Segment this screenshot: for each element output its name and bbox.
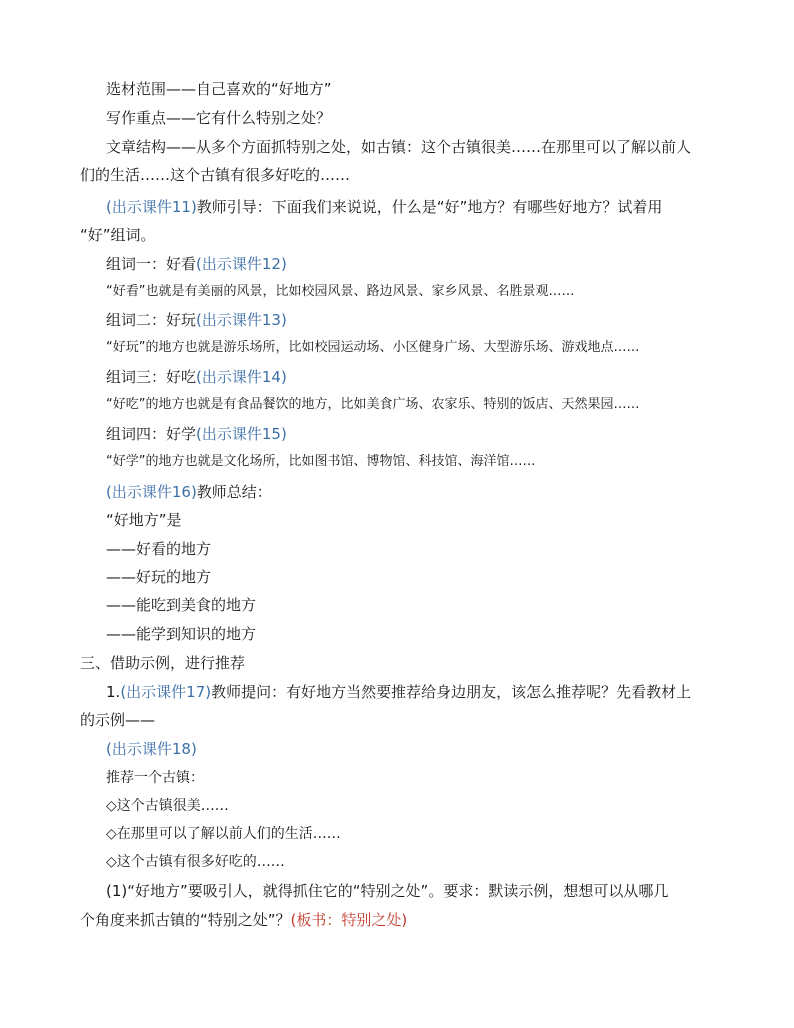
text-line: 1.(出示课件17)教师提问：有好地方当然要推荐给身边朋友，该怎么推荐呢？先看教材上 xyxy=(106,683,692,701)
courseware-ref: (出示课件12) xyxy=(196,255,287,273)
text-line: ——好看的地方 xyxy=(106,540,212,558)
text-line: 写作重点——它有什么特别之处？ xyxy=(106,109,332,127)
text-line: ——能学到知识的地方 xyxy=(106,625,257,643)
example-line: ◇这个古镇有很多好吃的…… xyxy=(106,854,285,870)
text-line: “好看”也就是有美丽的风景，比如校园风景、路边风景、家乡风景、名胜景观…… xyxy=(106,284,575,299)
example-line: 推荐一个古镇： xyxy=(106,770,204,786)
text-line: “好”组词。 xyxy=(80,226,156,244)
text-line: 组词四：好学(出示课件15) xyxy=(106,425,287,443)
text-line: 选材范围——自己喜欢的“好地方” xyxy=(106,80,332,98)
text-line: “好吃”的地方也就是有食品餐饮的地方，比如美食广场、农家乐、特别的饭店、天然果园…… xyxy=(106,397,640,412)
courseware-ref: (出示课件14) xyxy=(196,368,287,386)
example-line: ◇在那里可以了解以前人们的生活…… xyxy=(106,826,341,842)
board-note: (板书：特别之处) xyxy=(290,911,408,929)
text-line: 的示例—— xyxy=(80,711,156,729)
text-line: “好地方”是 xyxy=(106,511,182,529)
text-line: ——能吃到美食的地方 xyxy=(106,596,257,614)
courseware-ref: (出示课件11) xyxy=(106,198,197,216)
text-line: 组词二：好玩(出示课件13) xyxy=(106,311,287,329)
text-line: (出示课件16)教师总结： xyxy=(106,483,272,501)
text-line: 们的生活……这个古镇有很多好吃的…… xyxy=(80,166,351,184)
text-line: 个角度来抓古镇的“特别之处”？(板书：特别之处) xyxy=(80,911,408,929)
courseware-ref: (出示课件16) xyxy=(106,483,197,501)
courseware-ref: (出示课件17) xyxy=(120,683,212,701)
text-line: 组词三：好吃(出示课件14) xyxy=(106,368,287,386)
text-line: 组词一：好看(出示课件12) xyxy=(106,255,287,273)
example-line: ◇这个古镇很美…… xyxy=(106,798,229,814)
text-line: 文章结构——从多个方面抓特别之处，如古镇：这个古镇很美……在那里可以了解以前人 xyxy=(106,138,692,156)
text-line xyxy=(106,739,197,759)
section-heading: 三、借助示例，进行推荐 xyxy=(80,654,246,672)
text-line: (1)“好地方”要吸引人，就得抓住它的“特别之处”。要求：默读示例，想想可以从哪几 xyxy=(106,882,669,900)
text-line: “好玩”的地方也就是游乐场所，比如校园运动场、小区健身广场、大型游乐场、游戏地点…… xyxy=(106,340,640,355)
courseware-ref: (出示课件18) xyxy=(106,740,197,758)
courseware-ref: (出示课件15) xyxy=(196,425,287,443)
text-line: “好学”的地方也就是文化场所，比如图书馆、博物馆、科技馆、海洋馆…… xyxy=(106,454,536,469)
text-line: ——好玩的地方 xyxy=(106,568,212,586)
courseware-ref: (出示课件13) xyxy=(196,311,287,329)
text-line: (出示课件11)教师引导：下面我们来说说，什么是“好”地方？有哪些好地方？试着用 xyxy=(106,198,663,216)
